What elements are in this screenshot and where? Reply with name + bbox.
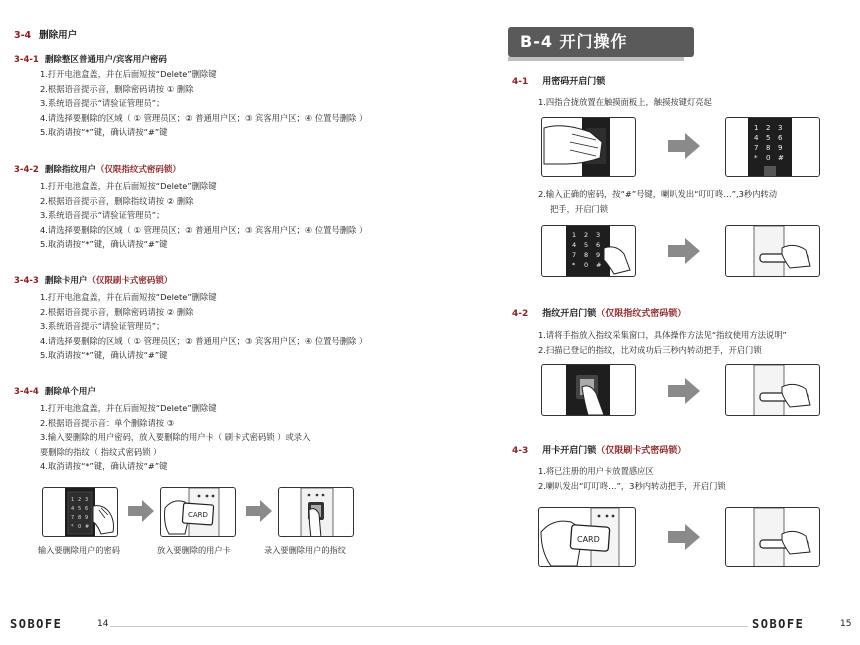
keypad-key: 7: [71, 515, 75, 521]
keypad-lock-icon: [43, 488, 118, 537]
keypad-key: 5: [766, 134, 771, 142]
keypad-key: 5: [584, 241, 589, 249]
footer-divider: [110, 626, 430, 627]
keypad-key: 6: [778, 134, 783, 142]
right-page: [430, 0, 860, 645]
keypad-key: 6: [596, 241, 601, 249]
keypad-lit-illustration: [725, 117, 820, 177]
arrow-right-icon: [246, 500, 272, 522]
handle-icon: [726, 226, 820, 277]
hand-on-panel-icon: [542, 118, 636, 177]
subsection-title-3-4-4: 3-4-4 删除单个用户: [14, 387, 96, 397]
step: 1.打开电池盒盖，并在后面短按“Delete”删除键: [40, 403, 217, 413]
arrow-right-icon: [668, 238, 700, 264]
step: 4.请选择要删除的区域（ ① 管理员区；② 普通用户区；③ 宾客用户区；④ 位置号删除 ）: [40, 224, 368, 235]
subsection-title-3-4-2: 3-4-2 删除指纹用户（仅限指纹式密码锁）: [14, 165, 181, 175]
keypad-key: 0: [78, 524, 82, 530]
keypad-key: #: [596, 261, 602, 269]
fingerprint-icon: [542, 365, 636, 416]
step: 要删除的指纹（ 指纹式密码锁 ）: [40, 446, 162, 457]
step: 1.打开电池盒盖，并在后面短按“Delete”删除键: [40, 292, 217, 302]
step: 2.输入正确的密码，按“#”号键，喇叭发出“叮叮咚…”,3秒内转动: [538, 189, 778, 199]
keypad-key: 3: [85, 497, 89, 503]
step: 2.喇叭发出“叮叮咚…”，3秒内转动把手，开启门锁: [538, 481, 726, 491]
step: 3.输入要删除的用户密码，放入要删除的用户卡（ 刷卡式密码锁 ）或录入: [40, 432, 311, 443]
keypad-key: *: [572, 261, 576, 269]
page-number: 15: [840, 619, 852, 629]
step: 2.根据语音提示音，删除指纹请按 ② 删除: [40, 195, 194, 206]
step: 5.取消请按“*”键，确认请按“#”键: [40, 350, 168, 361]
keypad-key: 1: [754, 124, 759, 132]
section-title-4-2: 4-2 指纹开启门锁（仅限指纹式密码锁）: [512, 309, 687, 319]
card-swipe-illustration: [538, 507, 636, 567]
keypad-key: 1: [71, 497, 75, 503]
keypad-key: 4: [754, 134, 759, 142]
fingerprint-icon: [279, 488, 354, 537]
keypad-key: 2: [766, 124, 771, 132]
keypad-key: *: [71, 524, 74, 530]
footer-divider: [430, 626, 748, 627]
step: 5.取消请按“*”键，确认请按“#”键: [40, 127, 168, 138]
fingerprint-lock-illustration: [278, 487, 354, 537]
section-title: 3-4 删除用户: [14, 30, 78, 41]
keypad-key: 4: [71, 506, 75, 512]
keypad-press-icon: [542, 226, 636, 277]
card-icon: [539, 508, 636, 567]
keypad-key: 2: [78, 497, 82, 503]
keypad-key: 2: [584, 231, 589, 239]
keypad-key: 9: [85, 515, 89, 521]
turn-handle-illustration: [725, 507, 820, 567]
section-title-4-1: 4-1 用密码开启门锁: [512, 77, 606, 87]
keypad-key: 3: [778, 124, 783, 132]
caption-record-fingerprint: 录入要删除用户的指纹: [264, 545, 346, 555]
section-title-4-3: 4-3 用卡开启门锁（仅限刷卡式密码锁）: [512, 446, 687, 456]
enter-password-illustration: [541, 225, 636, 277]
keypad-key: 0: [584, 261, 589, 269]
step: 1.将已注册的用户卡放置感应区: [538, 466, 654, 476]
arrow-right-icon: [668, 133, 700, 159]
step: 4.请选择要删除的区域（ ① 管理员区；② 普通用户区；③ 宾客用户区；④ 位置号删除 ）: [40, 112, 368, 123]
card-lock-illustration: [160, 487, 236, 537]
keypad-key: #: [85, 524, 90, 530]
brand-logo: SOBOFE: [10, 617, 63, 631]
steps-3-4-1: [40, 67, 367, 140]
arrow-right-icon: [128, 500, 154, 522]
step: 2.扫描已登记的指纹，比对成功后三秒内转动把手，开启门锁: [538, 345, 762, 355]
touch-panel-illustration: [541, 117, 636, 177]
step: 2.根据语音提示音，删除密码请按 ② 删除: [40, 306, 194, 317]
keypad-key: 5: [78, 506, 82, 512]
keypad-key: 8: [584, 251, 589, 259]
caption-place-card: 放入要删除的用户卡: [157, 545, 231, 555]
keypad-key: #: [778, 154, 784, 162]
step: 1.打开电池盒盖，并在后面短按“Delete”删除键: [40, 181, 217, 191]
caption-enter-password: 输入要删除用户的密码: [38, 545, 120, 555]
step: 2.根据语音提示音，删除密码请按 ① 删除: [40, 83, 194, 94]
card-icon: [161, 488, 236, 537]
step: 3.系统语音提示“请验证管理员”；: [40, 98, 165, 109]
subsection-title-3-4-3: 3-4-3 删除卡用户（仅限刷卡式密码锁）: [14, 276, 173, 286]
keypad-key: 3: [596, 231, 601, 239]
turn-handle-illustration: [725, 225, 820, 277]
turn-handle-illustration: [725, 364, 820, 416]
card-label: CARD: [188, 511, 208, 519]
fingerprint-scan-illustration: [541, 364, 636, 416]
keypad-lock-illustration: [42, 487, 118, 537]
subsection-title-3-4-1: 3-4-1 删除整区普通用户/宾客用户密码: [14, 55, 167, 65]
card-label: CARD: [577, 535, 600, 544]
step: 3.系统语音提示“请验证管理员”；: [40, 210, 165, 221]
keypad-key: 1: [572, 231, 577, 239]
keypad-key: 4: [572, 241, 577, 249]
arrow-right-icon: [668, 378, 700, 404]
keypad-key: *: [754, 154, 758, 162]
steps-3-4-4: [40, 401, 310, 474]
keypad-icon: [726, 118, 820, 177]
keypad-key: 7: [754, 144, 759, 152]
brand-logo: SOBOFE: [752, 617, 805, 631]
step: 4.请选择要删除的区域（ ① 管理员区；② 普通用户区；③ 宾客用户区；④ 位置号删除 ）: [40, 335, 368, 346]
step: 1.打开电池盒盖，并在后面短按“Delete”删除键: [40, 69, 217, 79]
step: 1.四指合拢放置在触摸面板上，触摸按键灯亮起: [538, 97, 712, 107]
keypad-key: 9: [778, 144, 783, 152]
step: 2.根据语音提示音：单个删除请按 ③: [40, 417, 175, 428]
keypad-key: 7: [572, 251, 577, 259]
handle-icon: [726, 365, 820, 416]
keypad-key: 8: [766, 144, 771, 152]
step: 4.取消请按“*”键，确认请按“#”键: [40, 461, 168, 472]
steps-3-4-2: [40, 179, 367, 252]
step: 把手，开启门锁: [550, 204, 609, 214]
step: 3.系统语音提示“请验证管理员”；: [40, 321, 165, 332]
keypad-key: 0: [766, 154, 771, 162]
chapter-banner: B-4 开门操作: [508, 27, 694, 57]
page-number: 14: [97, 619, 109, 629]
keypad-key: 8: [78, 515, 82, 521]
arrow-right-icon: [668, 524, 700, 550]
steps-3-4-3: [40, 290, 367, 363]
step: 5.取消请按“*”键，确认请按“#”键: [40, 239, 168, 250]
step: 1.请将手指放入指纹采集窗口，具体操作方法见“指纹使用方法说明”: [538, 330, 787, 340]
keypad-key: 9: [596, 251, 601, 259]
handle-icon: [726, 508, 820, 567]
keypad-key: 6: [85, 506, 89, 512]
